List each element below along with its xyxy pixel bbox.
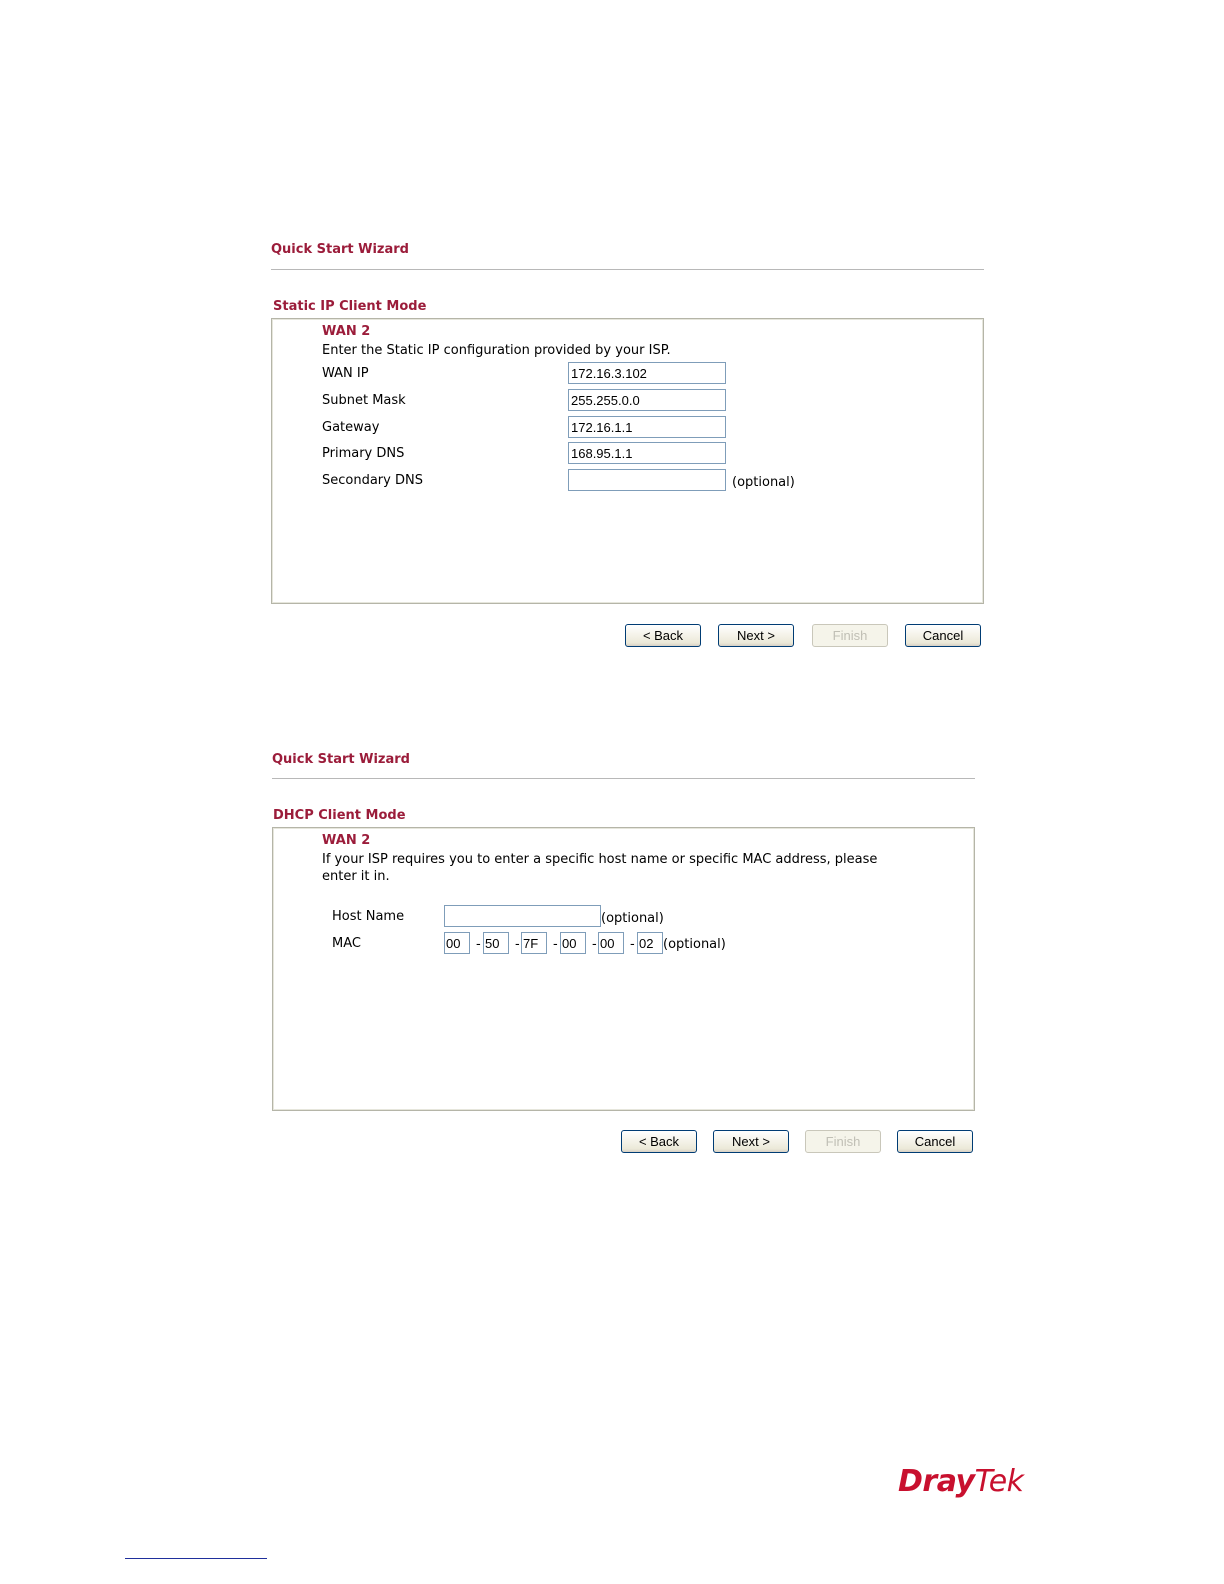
mac-octet-5[interactable]: [598, 932, 624, 954]
wan-ip-label: WAN IP: [322, 366, 369, 381]
mac-separator: -: [592, 937, 597, 952]
dhcp-back-button[interactable]: < Back: [621, 1130, 697, 1153]
static-wizard-title: Quick Start Wizard: [271, 242, 409, 257]
dhcp-mode-title: DHCP Client Mode: [273, 808, 406, 823]
mac-separator: -: [476, 937, 481, 952]
mac-octet-6[interactable]: [637, 932, 663, 954]
mac-separator: -: [630, 937, 635, 952]
host-name-label: Host Name: [332, 909, 405, 924]
primary-dns-label: Primary DNS: [322, 446, 405, 461]
mac-separator: -: [553, 937, 558, 952]
dhcp-title-rule: [272, 778, 975, 779]
dhcp-description-line1: If your ISP requires you to enter a specific host name or specific MAC address, please: [322, 852, 878, 867]
subnet-mask-input[interactable]: [568, 389, 726, 411]
host-name-input[interactable]: [444, 905, 601, 927]
static-finish-button[interactable]: Finish: [812, 624, 888, 647]
secondary-dns-input[interactable]: [568, 469, 726, 491]
mac-optional: (optional): [663, 937, 726, 952]
primary-dns-input[interactable]: [568, 442, 726, 464]
mac-octet-2[interactable]: [483, 932, 509, 954]
wan-ip-input[interactable]: [568, 362, 726, 384]
mac-octet-4[interactable]: [560, 932, 586, 954]
draytek-logo: [898, 1464, 1024, 1499]
dhcp-wan-label: WAN 2: [322, 833, 371, 848]
static-mode-title: Static IP Client Mode: [273, 299, 427, 314]
secondary-dns-optional: (optional): [732, 475, 795, 490]
gateway-label: Gateway: [322, 420, 380, 435]
dhcp-next-button[interactable]: Next >: [713, 1130, 789, 1153]
mac-octet-3[interactable]: [521, 932, 547, 954]
dhcp-cancel-button[interactable]: Cancel: [897, 1130, 973, 1153]
mac-label: MAC: [332, 936, 361, 951]
gateway-input[interactable]: [568, 416, 726, 438]
static-next-button[interactable]: Next >: [718, 624, 794, 647]
dhcp-wizard-title: Quick Start Wizard: [272, 752, 410, 767]
static-wan-label: WAN 2: [322, 324, 371, 339]
subnet-mask-label: Subnet Mask: [322, 393, 406, 408]
host-name-optional: (optional): [601, 911, 664, 926]
dhcp-finish-button[interactable]: Finish: [805, 1130, 881, 1153]
static-cancel-button[interactable]: Cancel: [905, 624, 981, 647]
mac-octet-1[interactable]: [444, 932, 470, 954]
static-back-button[interactable]: < Back: [625, 624, 701, 647]
logo-part-tek: Tek: [974, 1464, 1024, 1499]
footer-line: [125, 1558, 267, 1559]
secondary-dns-label: Secondary DNS: [322, 473, 423, 488]
dhcp-description-line2: enter it in.: [322, 869, 390, 884]
logo-part-dray: Dray: [898, 1464, 975, 1499]
static-title-rule: [271, 269, 984, 270]
mac-separator: -: [515, 937, 520, 952]
static-description: Enter the Static IP configuration provided by your ISP.: [322, 343, 671, 358]
